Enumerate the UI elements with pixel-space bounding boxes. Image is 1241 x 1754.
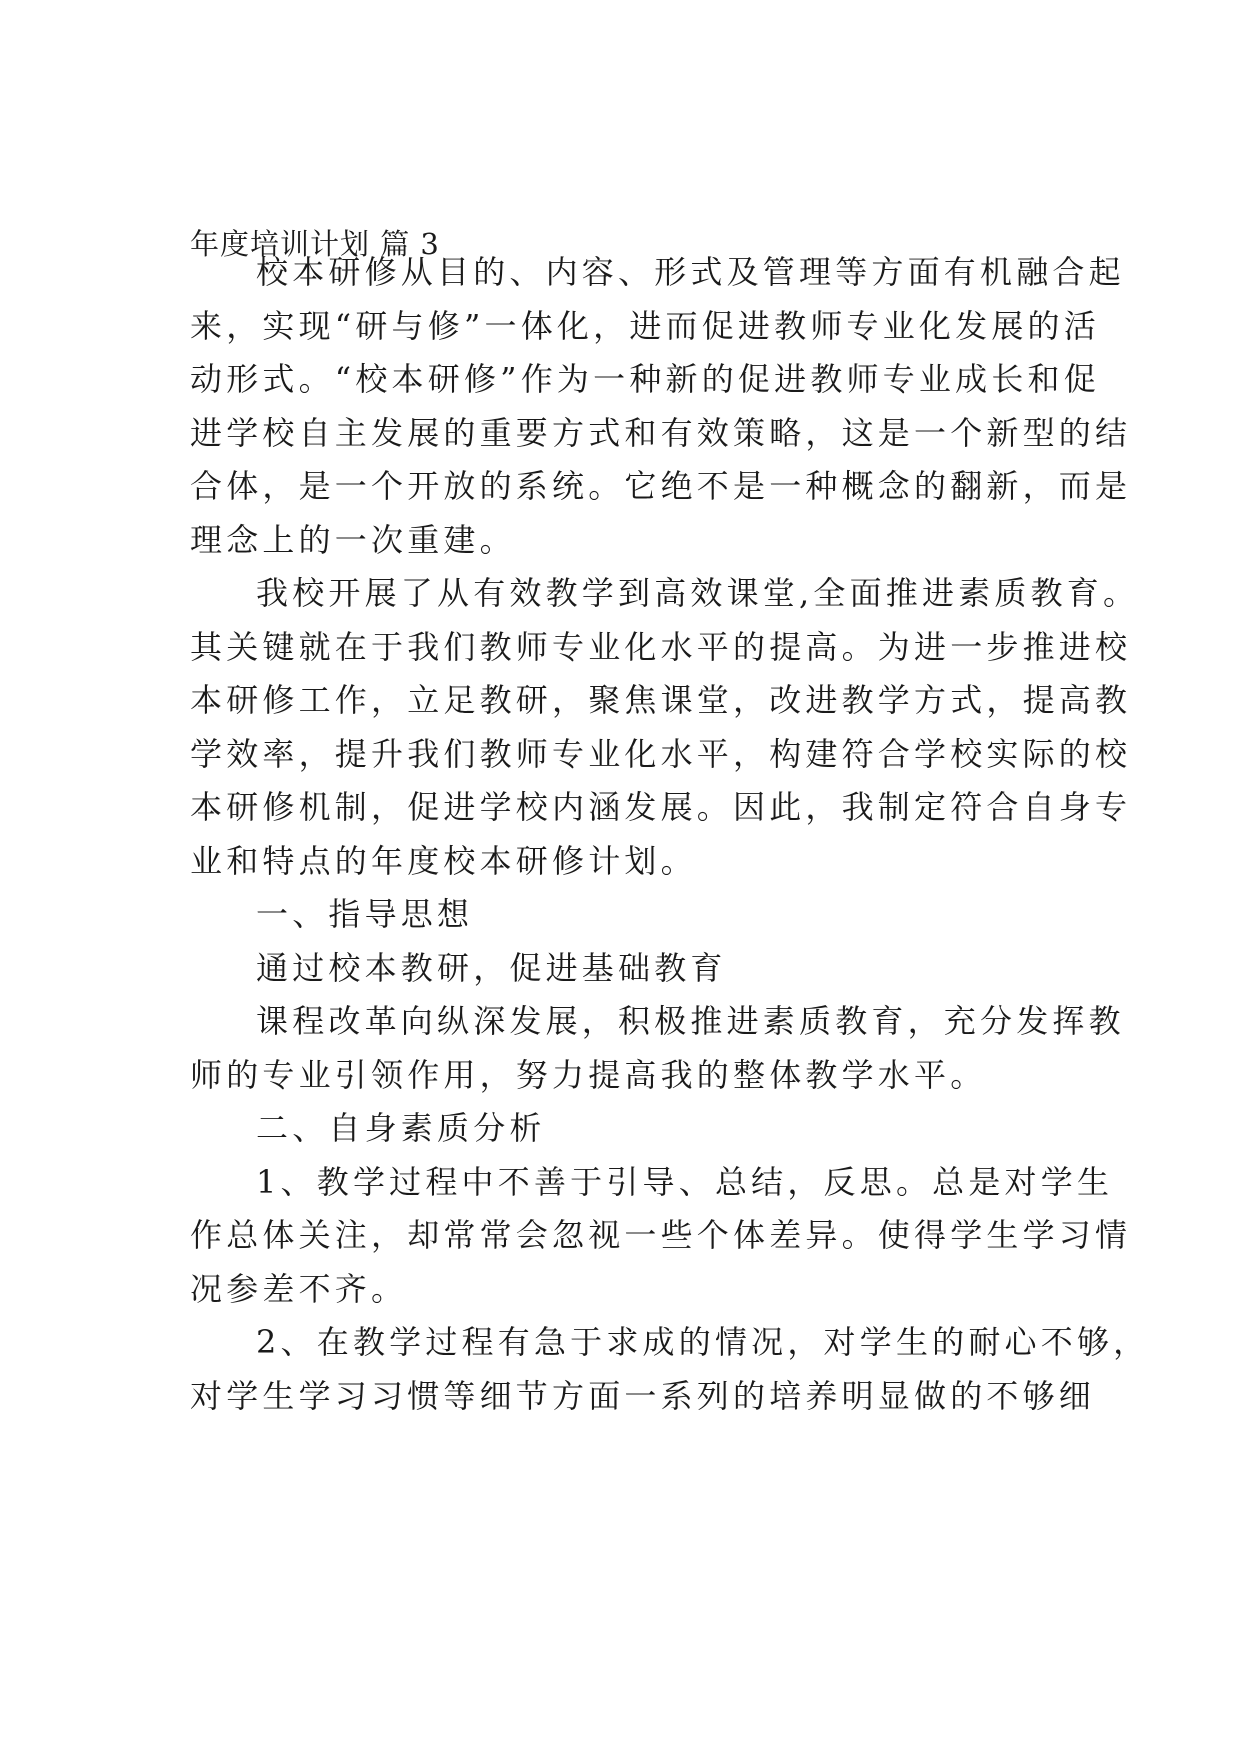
text-line: 我校开展了从有效教学到高效课堂,全面推进素质教育。 — [256, 574, 1140, 612]
text-line: 本研修工作，立足教研，聚焦课堂，改进教学方式，提高教 — [190, 681, 1132, 719]
text-line: 况参差不齐。 — [190, 1270, 408, 1308]
text-line: 通过校本教研，促进基础教育 — [256, 949, 727, 987]
text-line: 课程改革向纵深发展，积极推进素质教育，充分发挥教 — [256, 1002, 1125, 1040]
text-line: 合体，是一个开放的系统。它绝不是一种概念的翻新，而是 — [190, 467, 1132, 505]
text-line: 动形式。“校本研修”作为一种新的促进教师专业成长和促 — [190, 360, 1100, 398]
text-line: 作总体关注，却常常会忽视一些个体差异。使得学生学习情 — [190, 1216, 1132, 1254]
text-line: 2、在教学过程有急于求成的情况，对学生的耐心不够， — [256, 1323, 1150, 1361]
text-line: 理念上的一次重建。 — [190, 521, 516, 559]
text-line: 对学生学习习惯等细节方面一系列的培养明显做的不够细 — [190, 1377, 1096, 1415]
text-line: 业和特点的年度校本研修计划。 — [190, 842, 697, 880]
text-line: 进学校自主发展的重要方式和有效策略，这是一个新型的结 — [190, 414, 1132, 452]
text-line: 1、教学过程中不善于引导、总结，反思。总是对学生 — [256, 1163, 1114, 1201]
text-line: 其关键就在于我们教师专业化水平的提高。为进一步推进校 — [190, 628, 1132, 666]
text-line: 学效率，提升我们教师专业化水平，构建符合学校实际的校 — [190, 735, 1132, 773]
text-line: 师的专业引领作用，努力提高我的整体教学水平。 — [190, 1056, 987, 1094]
text-line: 来，实现“研与修”一体化，进而促进教师专业化发展的活 — [190, 307, 1100, 345]
text-line: 本研修机制，促进学校内涵发展。因此，我制定符合自身专 — [190, 788, 1132, 826]
section-heading: 一、指导思想 — [256, 895, 474, 933]
document-title: 年度培训计划 篇 3 — [190, 227, 440, 261]
section-heading: 二、自身素质分析 — [256, 1109, 546, 1147]
text-line: 校本研修从目的、内容、形式及管理等方面有机融合起 — [256, 253, 1125, 291]
